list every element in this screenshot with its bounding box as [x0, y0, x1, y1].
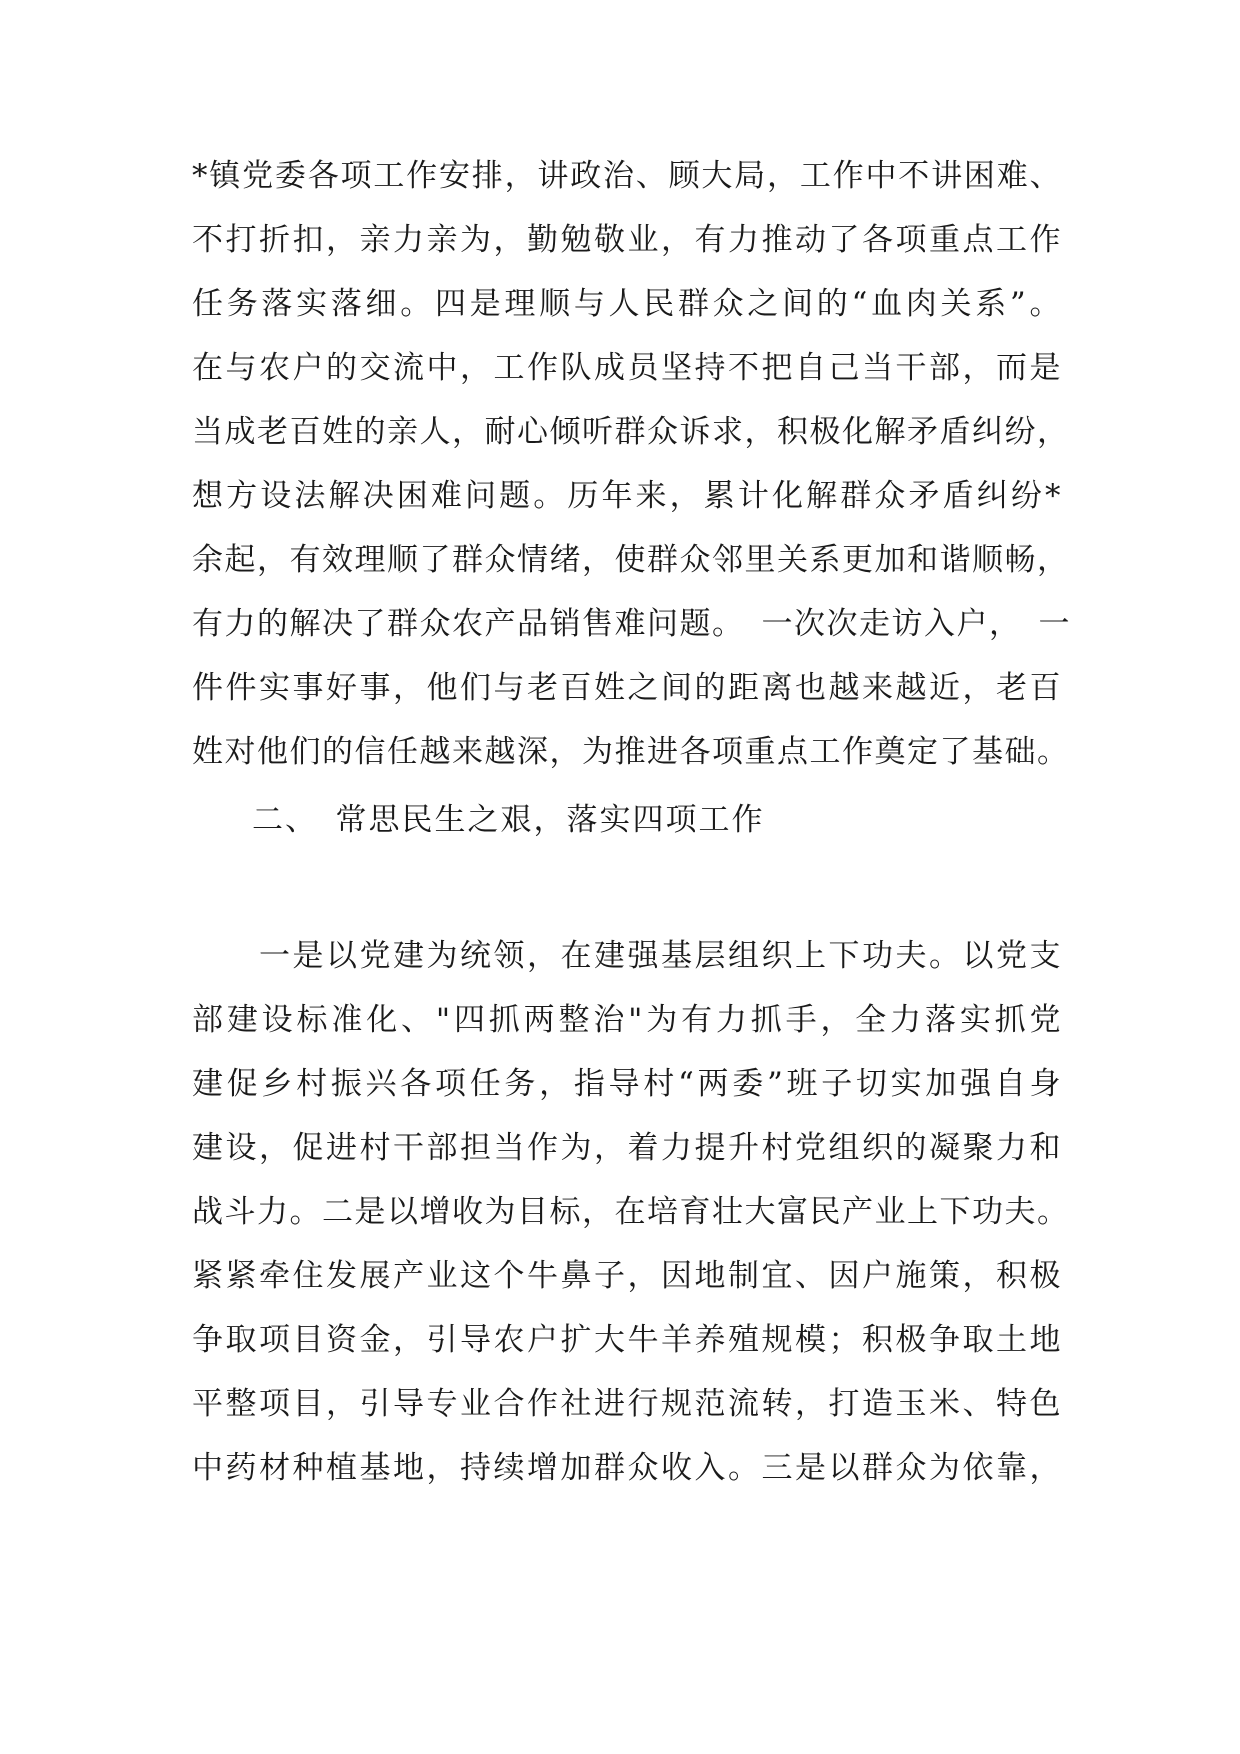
text-line: 建设，促进村干部担当作为，着力提升村党组织的凝聚力和 [192, 1130, 1062, 1166]
text-line: 争取项目资金，引导农户扩大牛羊养殖规模；积极争取土地 [192, 1322, 1062, 1358]
section-heading-text: 二、 常思民生之艰，落实四项工作 [252, 802, 765, 838]
text-line: 在与农户的交流中，工作队成员坚持不把自己当干部，而是 [192, 350, 1062, 386]
text-line: 当成老百姓的亲人，耐心倾听群众诉求，积极化解矛盾纠纷， [192, 414, 1070, 450]
section-heading [192, 788, 1062, 852]
text-line: 部建设标准化、"四抓两整治"为有力抓手，全力落实抓党 [192, 1002, 1062, 1038]
paragraph-1 [192, 144, 1071, 784]
text-line: 战斗力。二是以增收为目标，在培育壮大富民产业上下功夫。 [192, 1194, 1070, 1230]
paragraph-2 [192, 924, 1070, 1500]
text-line: 一是以党建为统领，在建强基层组织上下功夫。以党支 [192, 938, 1062, 974]
text-line: *镇党委各项工作安排，讲政治、顾大局，工作中不讲困难、 [192, 158, 1062, 194]
text-line: 紧紧牵住发展产业这个牛鼻子，因地制宜、因户施策，积极 [192, 1258, 1062, 1294]
text-line: 不打折扣，亲力亲为，勤勉敬业，有力推动了各项重点工作 [192, 222, 1062, 258]
text-line: 有力的解决了群众农产品销售难问题。 一次次走访入户， 一 [192, 606, 1071, 642]
text-line: 件件实事好事，他们与老百姓之间的距离也越来越近，老百 [192, 670, 1062, 706]
text-line: 想方设法解决困难问题。历年来，累计化解群众矛盾纠纷* [192, 478, 1062, 514]
text-line: 余起，有效理顺了群众情绪，使群众邻里关系更加和谐顺畅， [192, 542, 1070, 578]
text-line: 建促乡村振兴各项任务，指导村“两委”班子切实加强自身 [192, 1066, 1062, 1102]
text-line: 平整项目，引导专业合作社进行规范流转，打造玉米、特色 [192, 1386, 1062, 1422]
text-line: 中药材种植基地，持续增加群众收入。三是以群众为依靠， [192, 1450, 1062, 1486]
text-line: 姓对他们的信任越来越深，为推进各项重点工作奠定了基础。 [192, 734, 1070, 770]
text-line: 任务落实落细。四是理顺与人民群众之间的“血肉关系”。 [192, 286, 1062, 322]
